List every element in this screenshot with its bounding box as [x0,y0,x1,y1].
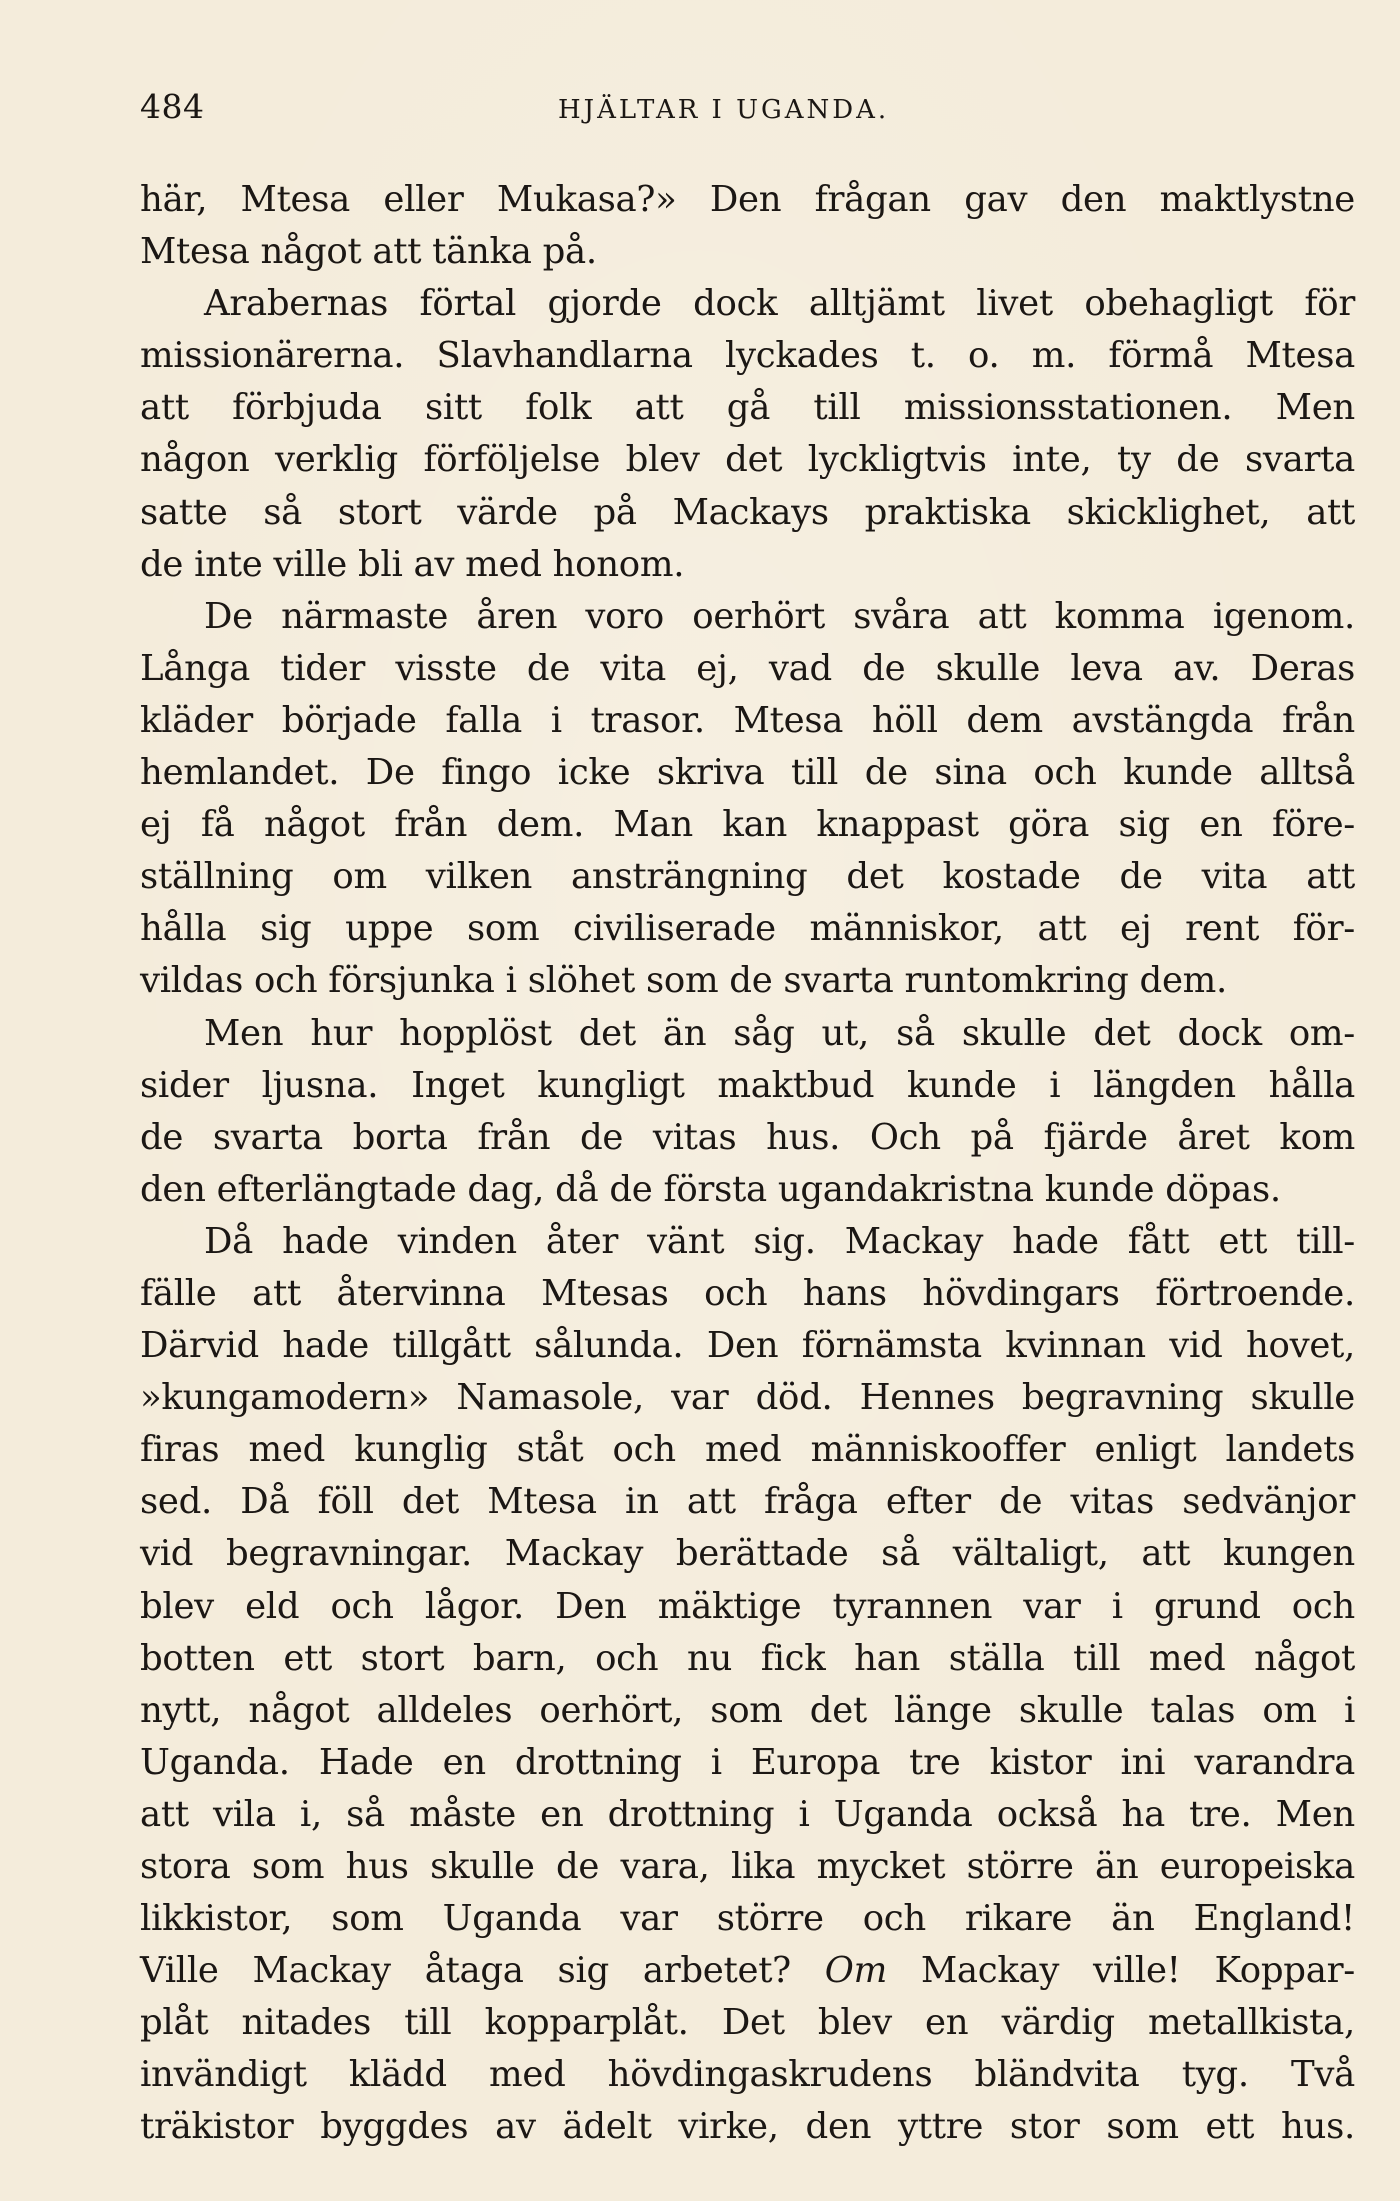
text-line: blev eld och lågor. Den mäktige tyrannen var i grund och [140,1585,1355,1627]
text-line: Uganda. Hade en drottning i Europa tre kistor ini varandra [140,1741,1355,1783]
text-line: firas med kunglig ståt och med människooffer enligt landets [140,1429,1355,1471]
text-line: Då hade vinden åter vänt sig. Mackay hade fått ett till- [204,1220,1355,1262]
text-line: plåt nitades till kopparplåt. Det blev en värdig metallkista, [140,2002,1355,2044]
text-line: att vila i, så måste en drottning i Uganda också ha tre. Men [140,1793,1355,1835]
text-line-with-italic [140,1945,1355,1997]
text-line: botten ett stort barn, och nu fick han ställa till med något [140,1637,1355,1679]
text-line: sed. Då föll det Mtesa in att fråga efter de vitas sedvänjor [140,1481,1355,1523]
text-segment: Mackay ville! Koppar- [920,1950,1355,1992]
text-line: Mtesa något att tänka på. [140,231,597,273]
text-line: ställning om vilken ansträngning det kostade de vita att [140,856,1355,898]
text-line: någon verklig förföljelse blev det lyckligtvis inte, ty de svarta [140,439,1355,481]
text-line: Därvid hade tillgått sålunda. Den förnämsta kvinnan vid hovet, [140,1325,1355,1367]
text-line: hålla sig uppe som civiliserade människor, att ej rent för- [140,908,1355,950]
text-line: Arabernas förtal gjorde dock alltjämt livet obehagligt för [204,283,1355,325]
text-line: fälle att återvinna Mtesas och hans hövdingars förtroende. [140,1272,1355,1314]
text-line: de inte ville bli av med honom. [140,543,685,585]
text-line: nytt, något alldeles oerhört, som det länge skulle talas om i [140,1689,1355,1731]
text-line: »kungamodern» Namasole, var död. Hennes begravning skulle [140,1377,1355,1419]
text-segment: Ville Mackay åtaga sig arbetet? [140,1950,791,1992]
text-line: stora som hus skulle de vara, lika mycket större än europeiska [140,1846,1355,1887]
text-line: Långa tider visste de vita ej, vad de skulle leva av. Deras [140,647,1355,689]
text-line: vid begravningar. Mackay berättade så vältaligt, att kungen [140,1533,1355,1575]
text-line: invändigt klädd med hövdingaskrudens bländvita tyg. Två [140,2054,1355,2096]
text-line: träkistor byggdes av ädelt virke, den yttre stor som ett hus. [140,2106,1355,2148]
page-number: 484 [140,87,205,126]
text-line: sider ljusna. Inget kungligt maktbud kunde i längden hålla [140,1064,1355,1106]
running-head: HJÄLTAR I UGANDA. [558,95,890,125]
text-line: den efterlängtade dag, då de första ugandakristna kunde döpas. [140,1168,1281,1210]
text-line: hemlandet. De fingo icke skriva till de sina och kunde alltså [140,752,1355,794]
text-line: De närmaste åren voro oerhört svåra att komma igenom. [204,595,1355,637]
text-line: kläder började falla i trasor. Mtesa höll dem avstängda från [140,699,1355,741]
text-line: vildas och försjunka i slöhet som de svarta runtomkring dem. [140,960,1228,1002]
text-line: här, Mtesa eller Mukasa?» Den frågan gav den maktlystne [140,179,1355,220]
body-text [140,174,1355,2154]
text-line: Men hur hopplöst det än såg ut, så skulle det dock om- [204,1012,1355,1054]
text-line: likkistor, som Uganda var större och rikare än England! [140,1898,1355,1940]
page-header [140,82,1355,132]
text-line: ej få något från dem. Man kan knappast göra sig en före- [140,804,1355,846]
text-line: att förbjuda sitt folk att gå till missionsstationen. Men [140,387,1355,429]
text-line: satte så stort värde på Mackays praktiska skicklighet, att [140,491,1355,533]
text-line: de svarta borta från de vitas hus. Och på fjärde året kom [140,1116,1355,1158]
text-line: missionärerna. Slavhandlarna lyckades t. o. m. förmå Mtesa [140,335,1355,377]
italic-emphasis: Om [824,1950,887,1992]
